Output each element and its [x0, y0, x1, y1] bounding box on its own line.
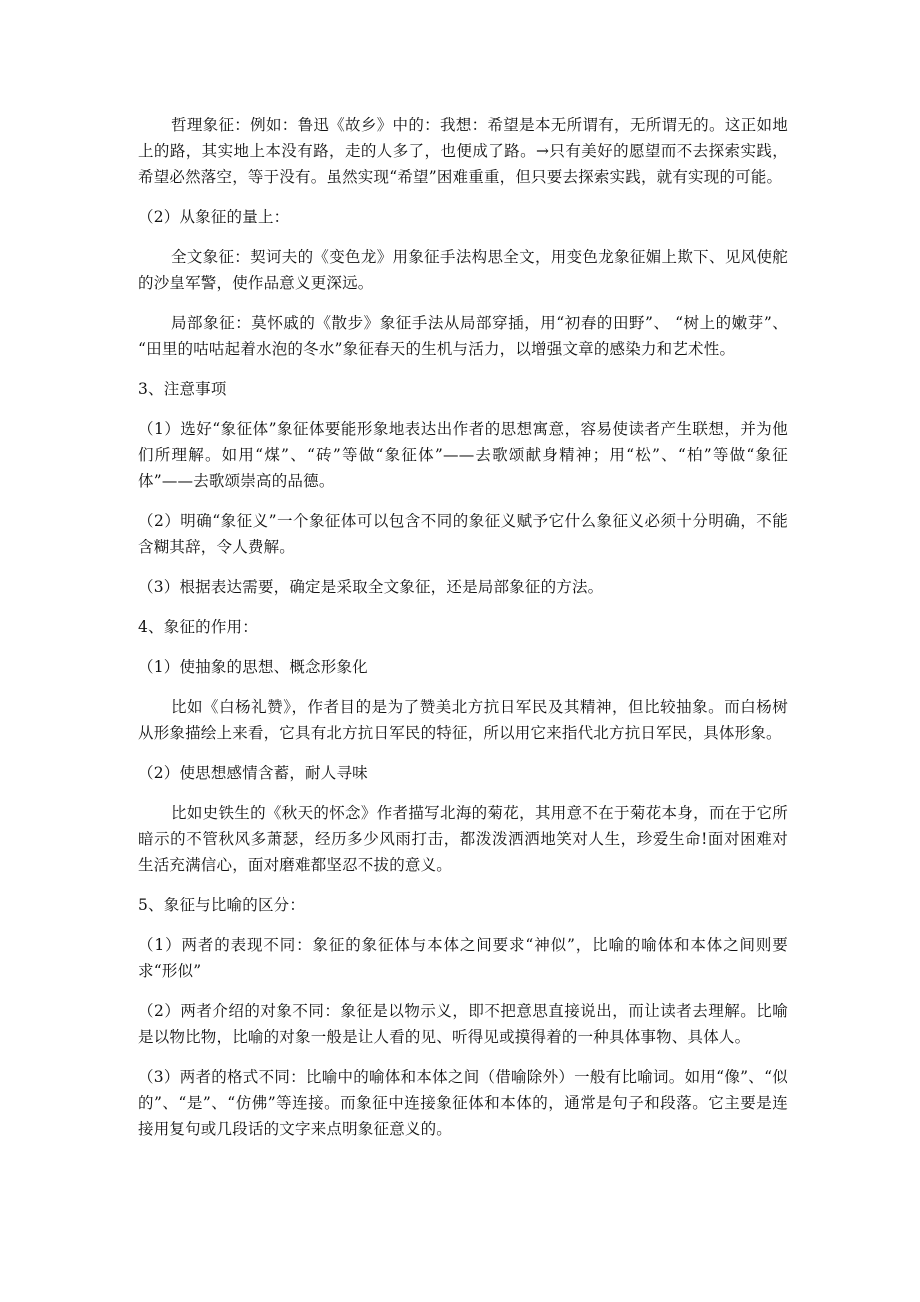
paragraph-whole-text-symbol: 全文象征：契诃夫的《变色龙》用象征手法构思全文，用变色龙象征媚上欺下、见风使舵的沙皇军警，使作品意义更深远。	[138, 248, 788, 292]
paragraph-function-1-example: 比如《白杨礼赞》，作者目的是为了赞美北方抗日军民及其精神，但比较抽象。而白杨树从形象描绘上来看，它具有北方抗日军民的特征，所以用它来指代北方抗日军民，具体形象。	[138, 698, 788, 742]
paragraph-difference-3: （3）两者的格式不同：比喻中的喻体和本体之间（借喻除外）一般有比喻词。如用“像”、“似的”、“是”、“仿佛”等连接。而象征中连接象征体和本体的，通常是句子和段落。它主要是连接用复句或几段话的文字来点明象征意义的。	[138, 1068, 788, 1138]
section-heading-functions: 4、象征的作用：	[138, 618, 258, 636]
section-heading-notes: 3、注意事项	[138, 380, 227, 398]
paragraph-difference-2: （2）两者介绍的对象不同：象征是以物示义，即不把意思直接说出，而让读者去理解。比喻是以物比物，比喻的对象一般是让人看的见、听得见或摸得着的一种具体事物、具体人。	[138, 1002, 788, 1046]
subheading-function-1: （1）使抽象的思想、概念形象化	[138, 658, 368, 676]
paragraph-note-1: （1）选好“象征体”象征体要能形象地表达出作者的思想寓意，容易使读者产生联想，并为他们所理解。如用“煤”、“砖”等做“象征体”——去歌颂献身精神；用“松”、“柏”等做“象征体”——去歌颂崇高的品德。	[138, 420, 788, 490]
subheading-function-2: （2）使思想感情含蓄，耐人寻味	[138, 764, 368, 782]
paragraph-note-3: （3）根据表达需要，确定是采取全文象征，还是局部象征的方法。	[138, 578, 604, 596]
document-page	[138, 112, 788, 1156]
paragraph-note-2: （2）明确“象征义”一个象征体可以包含不同的象征义赋予它什么象征义必须十分明确，不能含糊其辞，令人费解。	[138, 512, 788, 556]
paragraph-function-2-example: 比如史铁生的《秋天的怀念》作者描写北海的菊花，其用意不在于菊花本身，而在于它所暗示的不管秋风多萧瑟，经历多少风雨打击，都泼泼洒洒地笑对人生，珍爱生命!面对困难对生活充满信心，面对磨难都坚忍不拔的意义。	[138, 804, 788, 874]
paragraph-difference-1: （1）两者的表现不同：象征的象征体与本体之间要求“神似”，比喻的喻体和本体之间则要求“形似”	[138, 936, 788, 980]
paragraph-partial-symbol: 局部象征：莫怀戚的《散步》象征手法从局部穿插，用“初春的田野”、 “树上的嫩芽”、 “田里的咕咕起着水泡的冬水”象征春天的生机与活力，以增强文章的感染力和艺术性。	[138, 314, 788, 358]
section-heading-difference: 5、象征与比喻的区分：	[138, 896, 306, 914]
paragraph-philosophical-symbol: 哲理象征：例如：鲁迅《故乡》中的：我想：希望是本无所谓有，无所谓无的。这正如地上的路，其实地上本没有路，走的人多了，也便成了路。→只有美好的愿望而不去探索实践，希望必然落空，等于没有。虽然实现“希望”困难重重，但只要去探索实践，就有实现的可能。	[138, 116, 788, 186]
subheading-symbol-quantity: （2）从象征的量上：	[138, 208, 290, 226]
